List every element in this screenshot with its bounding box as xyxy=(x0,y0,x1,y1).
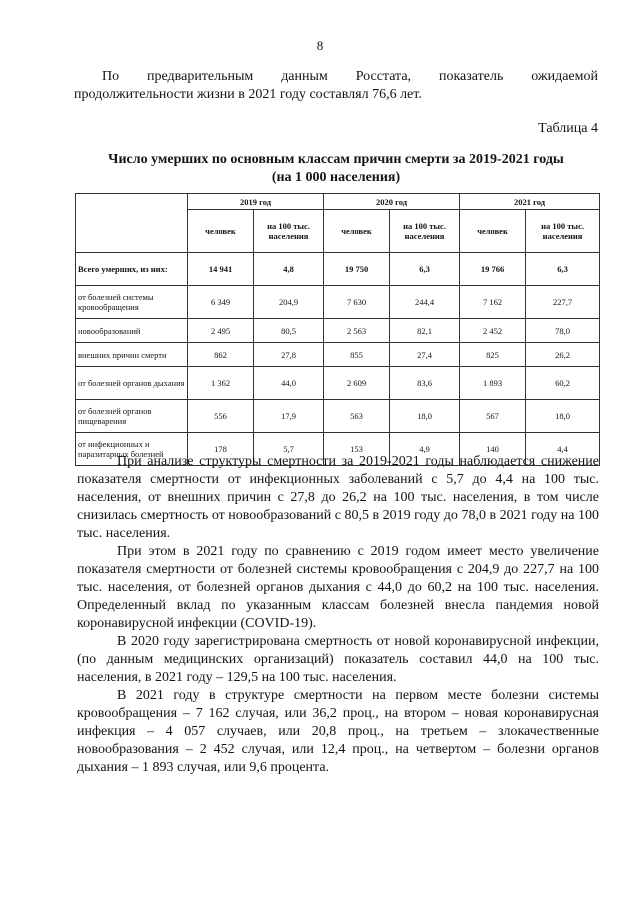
table-row xyxy=(76,319,600,343)
page-number: 8 xyxy=(316,38,324,53)
cell: 5,7 xyxy=(254,433,324,466)
cell: 6,3 xyxy=(526,253,600,286)
header-year-2019: 2019 год xyxy=(188,194,324,210)
table-title-line-1: Число умерших по основным классам причин смерти за 2019-2021 годы xyxy=(108,152,564,167)
cell: 27,8 xyxy=(254,343,324,367)
cell: 7 630 xyxy=(324,286,390,319)
cell: 862 xyxy=(188,343,254,367)
cell: 82,1 xyxy=(390,319,460,343)
header-per100k: на 100 тыс. населения xyxy=(390,210,460,253)
table-row xyxy=(76,286,600,319)
header-per100k: на 100 тыс. населения xyxy=(526,210,600,253)
intro-word: ожидаемой xyxy=(531,69,598,84)
cell: 2 452 xyxy=(460,319,526,343)
cell: 556 xyxy=(188,400,254,433)
cell: 4,8 xyxy=(254,253,324,286)
cell: 227,7 xyxy=(526,286,600,319)
body-text xyxy=(77,453,599,777)
cell: 83,6 xyxy=(390,367,460,400)
cell: 855 xyxy=(324,343,390,367)
cell: 27,4 xyxy=(390,343,460,367)
paragraph: При анализе структуры смертности за 2019-2021 годы наблюдается снижение показателя смертности от инфекционных заболеваний с 5,7 до 4,4 на 100 тыс. населения, от внешних причин с 27,8 до 26,2 на 100 тыс. населения, в том числе снизилась смертность от новообразований с 80,5 в 2019 году до 78,0 в 2021 году на 100 тыс. населения. xyxy=(77,454,599,541)
header-people: человек xyxy=(324,210,390,253)
cell: 204,9 xyxy=(254,286,324,319)
cell: 4,9 xyxy=(390,433,460,466)
intro-line-2: продолжительности жизни в 2021 году составлял 76,6 лет. xyxy=(74,87,422,102)
cell: 7 162 xyxy=(460,286,526,319)
row-label: от болезней органов дыхания xyxy=(76,367,188,400)
table-row xyxy=(76,400,600,433)
intro-paragraph xyxy=(74,68,598,104)
row-label: от болезней системы кровообращения xyxy=(76,286,188,319)
paragraph: При этом в 2021 году по сравнению с 2019 годом имеет место увеличение показателя смертности от болезней системы кровообращения с 204,9 до 227,7 на 100 тыс. населения, от болезней органов дыхания с 44,0 до 60,2 на 100 тыс. населения. Определенный вклад по указанным классам болезней внесла пандемия новой коронавирусной инфекции (COVID-19). xyxy=(77,544,599,631)
cell: 1 362 xyxy=(188,367,254,400)
cell: 17,9 xyxy=(254,400,324,433)
row-label: от инфекционных и паразитарных болезней xyxy=(76,433,188,466)
paragraph: В 2020 году зарегистрирована смертность от новой коронавирусной инфекции, (по данным медицинских организаций) показатель составил 44,0 на 100 тыс. населения, в 2021 году – 129,5 на 100 тыс. населения. xyxy=(77,634,599,685)
cell: 1 893 xyxy=(460,367,526,400)
table-label: Таблица 4 xyxy=(538,121,598,136)
cell: 44,0 xyxy=(254,367,324,400)
cell: 2 563 xyxy=(324,319,390,343)
cell: 2 609 xyxy=(324,367,390,400)
cell: 14 941 xyxy=(188,253,254,286)
cell: 140 xyxy=(460,433,526,466)
cell: 6,3 xyxy=(390,253,460,286)
cell: 825 xyxy=(460,343,526,367)
header-year-2020: 2020 год xyxy=(324,194,460,210)
cell: 78,0 xyxy=(526,319,600,343)
intro-word: предварительным xyxy=(147,69,254,84)
cell: 153 xyxy=(324,433,390,466)
table-row xyxy=(76,343,600,367)
header-people: человек xyxy=(460,210,526,253)
mortality-table xyxy=(75,193,600,466)
cell: 2 495 xyxy=(188,319,254,343)
intro-word: данным xyxy=(281,69,328,84)
cell: 244,4 xyxy=(390,286,460,319)
cell: 563 xyxy=(324,400,390,433)
cell: 19 750 xyxy=(324,253,390,286)
row-label: новообразований xyxy=(76,319,188,343)
header-year-2021: 2021 год xyxy=(460,194,600,210)
row-label: от болезней органов пищеварения xyxy=(76,400,188,433)
table-row xyxy=(76,367,600,400)
cell: 18,0 xyxy=(390,400,460,433)
cell: 178 xyxy=(188,433,254,466)
header-empty-cell xyxy=(76,194,188,253)
paragraph: В 2021 году в структуре смертности на первом месте болезни системы кровообращения – 7 162 случая, или 36,2 проц., на втором – новая коронавирусная инфекция – 4 057 случаев, или 20,8 проц., на третьем – злокачественные новообразования – 2 452 случая, или 12,4 проц., на четвертом – болезни органов дыхания – 1 893 случая, или 9,6 процента. xyxy=(77,688,599,775)
header-per100k: на 100 тыс. населения xyxy=(254,210,324,253)
cell: 4,4 xyxy=(526,433,600,466)
cell: 18,0 xyxy=(526,400,600,433)
intro-line-1 xyxy=(102,68,598,86)
cell: 26,2 xyxy=(526,343,600,367)
table-row xyxy=(76,253,600,286)
cell: 19 766 xyxy=(460,253,526,286)
row-label: внешних причин смерти xyxy=(76,343,188,367)
cell: 80,5 xyxy=(254,319,324,343)
intro-word: показатель xyxy=(438,69,504,84)
intro-word: Росстата, xyxy=(355,69,412,84)
intro-word: По xyxy=(102,69,120,84)
row-label: Всего умерших, из них: xyxy=(76,253,188,286)
table-title xyxy=(60,151,612,187)
cell: 567 xyxy=(460,400,526,433)
cell: 60,2 xyxy=(526,367,600,400)
header-people: человек xyxy=(188,210,254,253)
cell: 6 349 xyxy=(188,286,254,319)
table-title-line-2: (на 1 000 населения) xyxy=(271,170,401,185)
